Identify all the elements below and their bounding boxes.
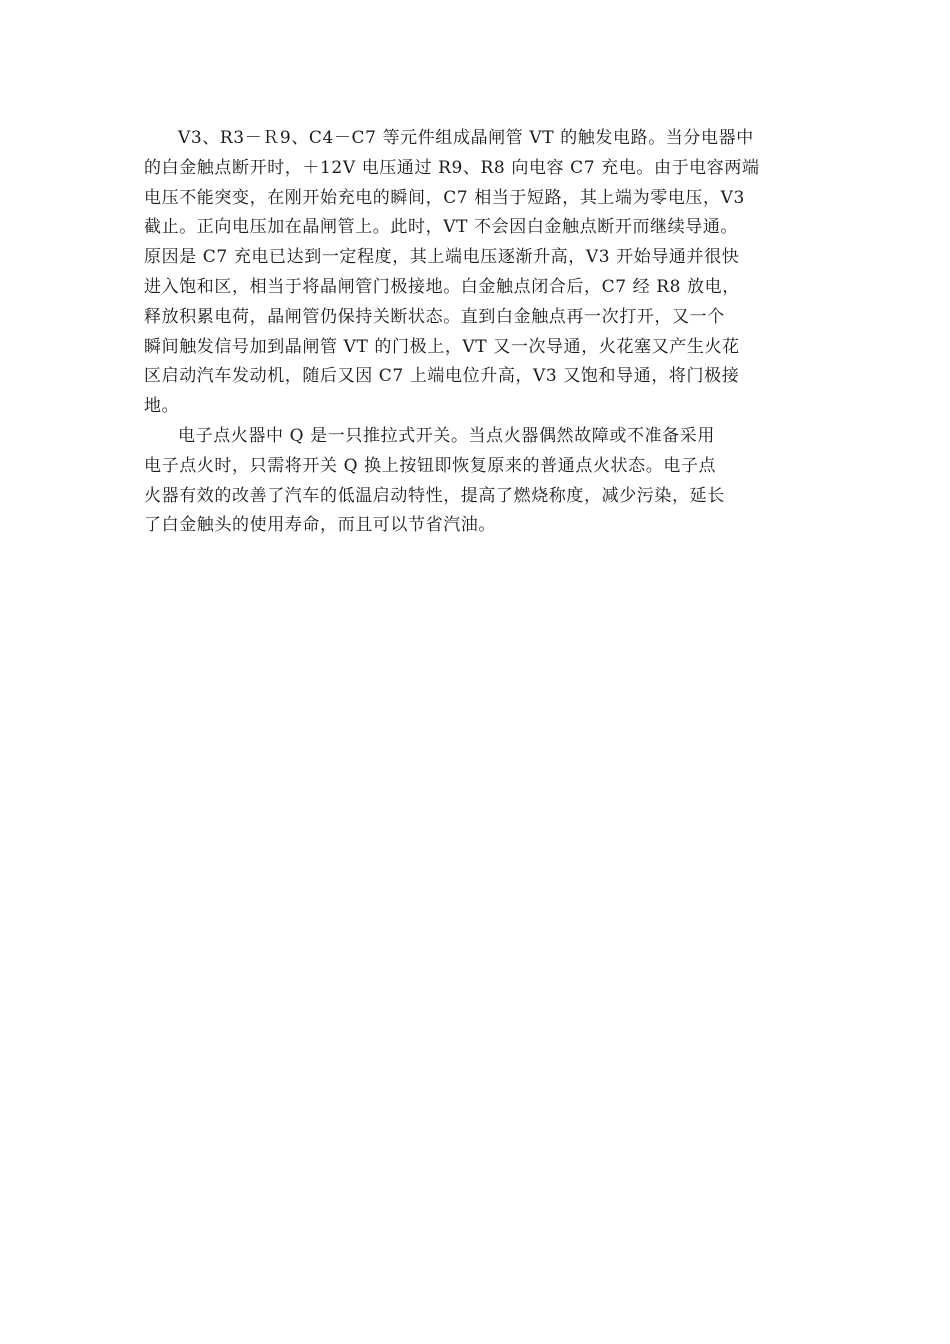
text-line: 电压不能突变，在刚开始充电的瞬间，C7 相当于短路，其上端为零电压，V3 — [144, 187, 745, 208]
text-line: 进入饱和区，相当于将晶闸管门极接地。白金触点闭合后，C7 经 R8 放电， — [144, 276, 740, 297]
text-line: 截止。正向电压加在晶闸管上。此时，VT 不会因白金触点断开而继续导通。 — [144, 217, 739, 238]
document-body — [144, 124, 808, 541]
text-line: 区启动汽车发动机，随后又因 C7 上端电位升高，V3 又饱和导通，将门极接 — [144, 366, 740, 387]
text-line: 的白金触点断开时，＋12V 电压通过 R9、R8 向电容 C7 充电。由于电容两端 — [144, 157, 760, 178]
text-line: V3、R3－Ｒ9、C4－C7 等元件组成晶闸管 VT 的触发电路。当分电器中 — [178, 128, 754, 148]
text-line: 了白金触头的使用寿命，而且可以节省汽油。 — [144, 515, 496, 536]
text-line: 原因是 C7 充电已达到一定程度，其上端电压逐渐升高，V3 开始导通并很快 — [144, 247, 740, 268]
text-line: 火器有效的改善了汽车的低温启动特性，提高了燃烧称度，减少污染，延长 — [144, 485, 725, 506]
text-line: 电子点火时，只需将开关 Q 换上按钮即恢复原来的普通点火状态。电子点 — [144, 455, 717, 476]
text-line: 瞬间触发信号加到晶闸管 VT 的门极上，VT 又一次导通，火花塞又产生火花 — [144, 336, 740, 357]
paragraph-push-pull-switch — [144, 422, 808, 541]
paragraph-ignition-trigger-circuit — [144, 124, 808, 422]
text-line: 地。 — [144, 396, 180, 417]
text-line: 电子点火器中 Q 是一只推拉式开关。当点火器偶然故障或不准备采用 — [178, 425, 715, 446]
text-line: 释放积累电荷，晶闸管仍保持关断状态。直到白金触点再一次打开，又一个 — [144, 306, 725, 327]
